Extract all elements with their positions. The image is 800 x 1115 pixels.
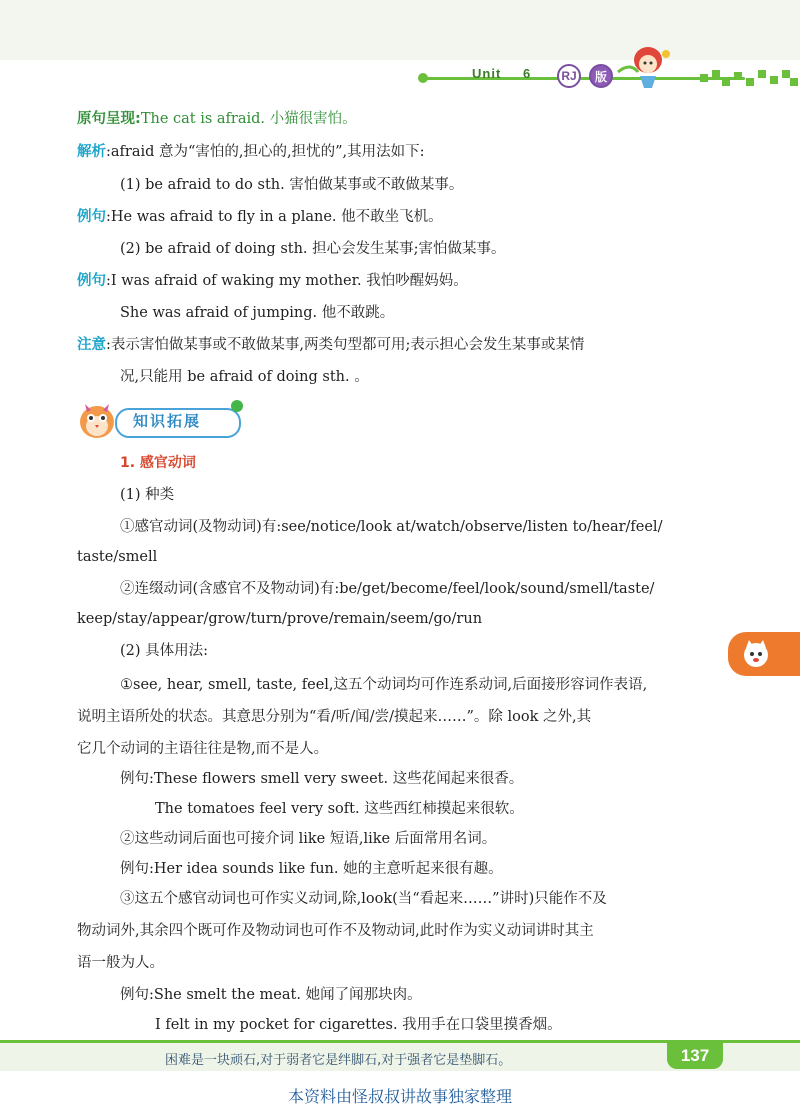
- note-line-1: [77, 334, 584, 356]
- analysis-label: 解析: [77, 144, 106, 160]
- section-title: 1. 感官动词: [120, 455, 196, 471]
- original-sentence: [77, 108, 357, 130]
- usage-3-line-3: 语一般为人。: [77, 955, 164, 971]
- fairy-mascot-icon: [610, 42, 680, 90]
- original-label: 原句呈现:: [77, 111, 141, 127]
- usage-3-line-2: 物动词外,其余四个既可作及物动词也可作不及物动词,此时作为实义动词讲时其主: [77, 923, 594, 939]
- usage-2-line-1: ②这些动词后面也可接介词 like 短语,like 后面常用名词。: [120, 831, 497, 847]
- kind-2-line-2: keep/stay/appear/grow/turn/prove/remain/seem/go/run: [77, 611, 483, 627]
- page-number: 137: [667, 1043, 723, 1069]
- footer-motto: 困难是一块顽石,对于弱者它是绊脚石,对于强者它是垫脚石。: [165, 1053, 512, 1068]
- example-2a: [77, 270, 468, 292]
- example-2b: She was afraid of jumping. 他不敢跳。: [120, 305, 395, 321]
- example-2-label: 例句: [77, 273, 106, 289]
- usage-3-line-1: ③这五个感官动词也可作实义动词,除,look(当“看起来……”讲时)只能作不及: [120, 891, 607, 907]
- analysis-line: [77, 141, 425, 163]
- example-1b: The tomatoes feel very soft. 这些西红柿摸起来很软。: [155, 801, 524, 817]
- unit-number: 6: [523, 66, 531, 81]
- usage-2: (2) be afraid of doing sth. 担心会发生某事;害怕做某事。: [120, 241, 506, 257]
- header-band: [0, 0, 800, 60]
- example-1a: 例句:These flowers smell very sweet. 这些花闻起来很香。: [120, 771, 524, 787]
- example-2: 例句:Her idea sounds like fun. 她的主意听起来很有趣。: [120, 861, 503, 877]
- example-1: [77, 206, 443, 228]
- banner-dot: [231, 400, 243, 412]
- banner-title: 知识拓展: [133, 412, 202, 430]
- usage-1: (1) be afraid to do sth. 害怕做某事或不敢做某事。: [120, 177, 464, 193]
- note-label: 注意: [77, 337, 106, 353]
- kind-2-line-1: ②连缀动词(含感官不及物动词)有:be/get/become/feel/look/sound/smell/taste/: [120, 581, 655, 597]
- checker-pattern-icon: [700, 68, 800, 88]
- kinds-heading: (1) 种类: [120, 487, 175, 503]
- note-text-1: :表示害怕做某事或不敢做某事,两类句型都可用;表示担心会发生某事或某情: [106, 337, 585, 353]
- example-2a-text: :I was afraid of waking my mother. 我怕吵醒妈妈。: [106, 273, 468, 289]
- usage-1-line-3: 它几个动词的主语往往是物,而不是人。: [77, 741, 329, 757]
- kind-1-line-1: ①感官动词(及物动词)有:see/notice/look at/watch/observe/listen to/hear/feel/: [120, 519, 663, 535]
- cat-face-icon: [740, 638, 772, 670]
- original-text: The cat is afraid. 小猫很害怕。: [140, 111, 357, 127]
- example-1-label: 例句: [77, 209, 106, 225]
- unit-label: Unit: [472, 66, 502, 81]
- example-3a: 例句:She smelt the meat. 她闻了闻那块肉。: [120, 987, 422, 1003]
- analysis-text: :afraid 意为“害怕的,担心的,担忧的”,其用法如下:: [106, 144, 425, 160]
- note-line-2: 况,只能用 be afraid of doing sth. 。: [120, 369, 369, 385]
- edition-badge-rj: RJ: [557, 64, 581, 88]
- example-1-text: :He was afraid to fly in a plane. 他不敢坐飞机。: [106, 209, 443, 225]
- source-credit: 本资料由怪叔叔讲故事独家整理: [287, 1087, 512, 1106]
- usage-heading: (2) 具体用法:: [120, 643, 209, 659]
- usage-1-line-2: 说明主语所处的状态。其意思分别为“看/听/闻/尝/摸起来……”。除 look 之外,其: [77, 709, 592, 725]
- usage-1-line-1: ①see, hear, smell, taste, feel,这五个动词均可作连系动词,后面接形容词作表语,: [120, 677, 648, 693]
- edition-badge-ban: 版: [589, 64, 613, 88]
- kind-1-line-2: taste/smell: [77, 549, 158, 565]
- example-3b: I felt in my pocket for cigarettes. 我用手在口袋里摸香烟。: [155, 1017, 562, 1033]
- knowledge-extension-banner: [75, 396, 250, 440]
